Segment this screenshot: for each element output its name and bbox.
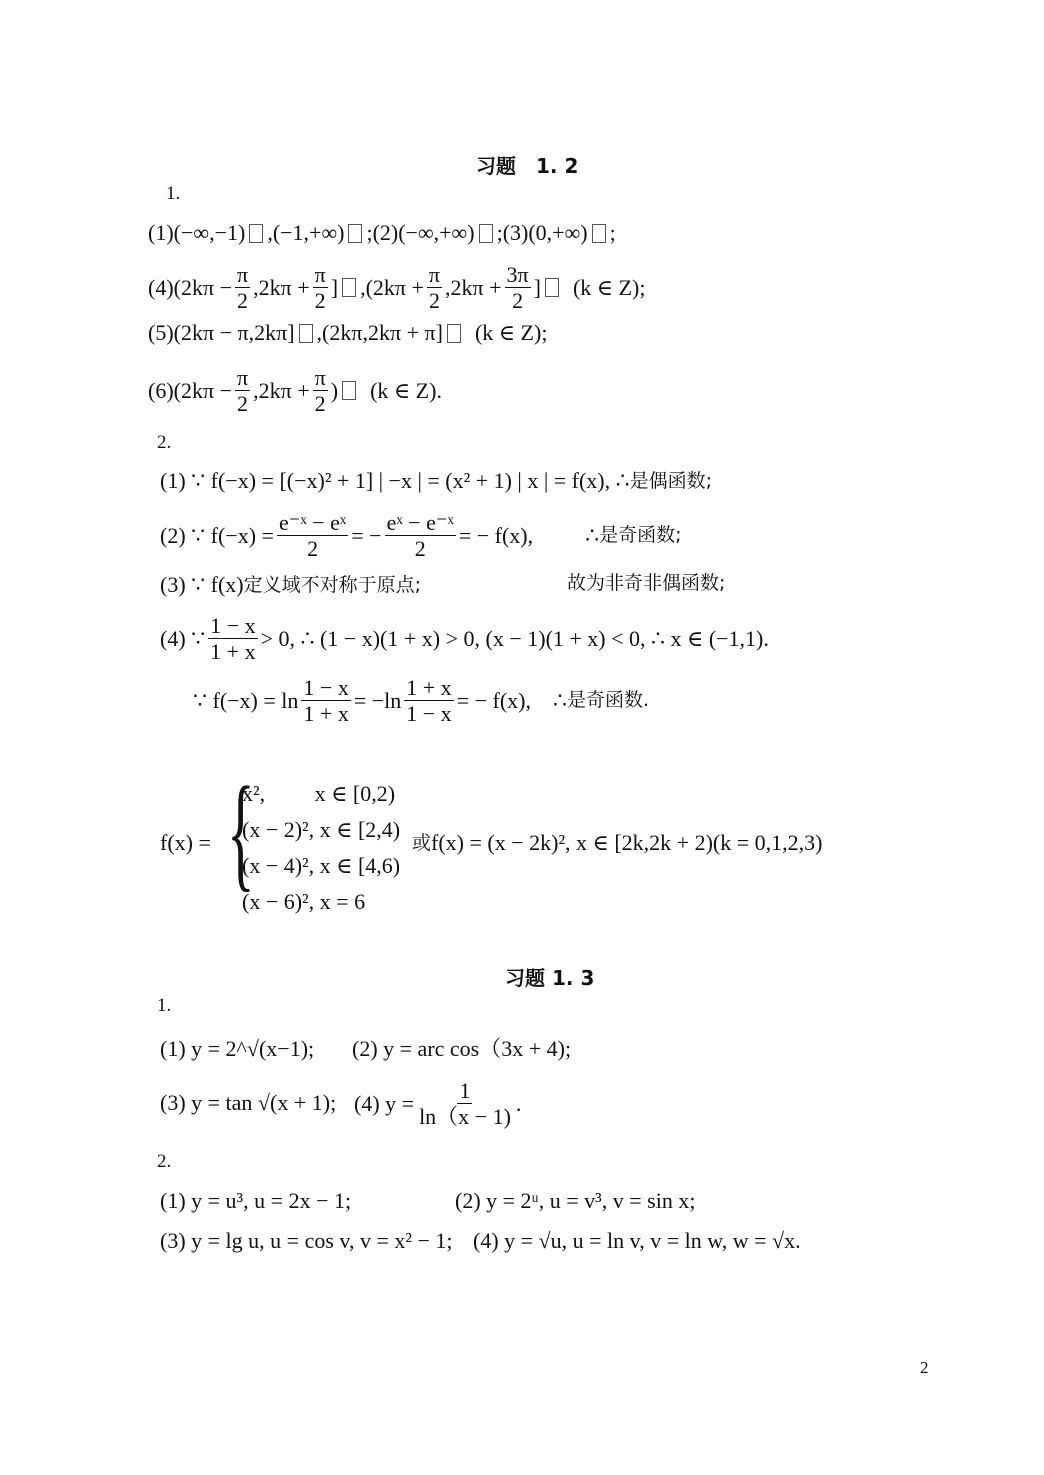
question-2-label-s13: 2. bbox=[157, 1151, 172, 1172]
question-2-label: 2. bbox=[157, 432, 172, 453]
decompose-2-2: (2) y = 2ᵘ, u = v³, v = sin x; bbox=[455, 1188, 696, 1213]
question-1-label-s13: 1. bbox=[157, 995, 172, 1016]
missing-glyph-box bbox=[545, 278, 559, 297]
composite-1-3: (3) y = tan √(x + 1); bbox=[160, 1090, 337, 1115]
composite-1-4: (4) y = $\frac{1}{\ln(x - 1)}$ . bbox=[354, 1078, 522, 1130]
answer-1-6: (6)(2kπ − $\frac{\pi}{2}$ ,2kπ + $\frac{\pi}{2}$ ) (k ∈ Z). bbox=[148, 365, 442, 417]
missing-glyph-box bbox=[447, 324, 461, 343]
missing-glyph-box bbox=[342, 278, 356, 297]
piecewise-alternative: 或 f(x) = (x − 2k)², x ∈ [2k,2k + 2)(k = 0,1,2,3) bbox=[412, 830, 823, 855]
piecewise-lhs: f(x) = bbox=[160, 830, 211, 855]
answer-2-2: (2) ∵ f(−x) = $\frac{\text{e⁻ˣ − eˣ}}{2}$ = − $\frac{\text{eˣ − e⁻ˣ}}{2}$ = − f(x), ∴ 是奇函数; bbox=[160, 510, 682, 562]
page-number: 2 bbox=[920, 1358, 929, 1377]
decompose-2-1: (1) y = u³, u = 2x − 1; bbox=[160, 1188, 352, 1213]
composite-1-1: (1) y = 2^√(x−1); bbox=[160, 1036, 315, 1061]
answer-2-1: (1) ∵ f(−x) = [(−x)² + 1] | −x | = (x² + 1) | x | = f(x), ∴ 是偶函数; bbox=[160, 468, 713, 493]
missing-glyph-box bbox=[342, 381, 356, 400]
missing-glyph-box bbox=[348, 224, 362, 243]
answer-1-5: (5)(2kπ − π,2kπ] ,(2kπ,2kπ + π] (k ∈ Z); bbox=[148, 320, 548, 345]
answer-2-3-conclusion: 故为非奇非偶函数; bbox=[567, 572, 726, 594]
answer-2-4-condition: (4) ∵ $\frac{1 - x}{1 + x}$ > 0, ∴ (1 − x)(1 + x) > 0, (x − 1)(1 + x) < 0, ∴ x ∈ (−1,1). bbox=[160, 613, 769, 665]
answer-2-3: (3) ∵ f(x) 定义域不对称于原点; bbox=[160, 572, 422, 597]
section-title-1-2: 习题 1. 2 bbox=[476, 154, 579, 178]
composite-1-2: (2) y = arc cos（3x + 4); bbox=[352, 1036, 572, 1061]
decompose-2-3: (3) y = lg u, u = cos v, v = x² − 1; bbox=[160, 1228, 453, 1253]
piecewise-cases: x², x ∈ [0,2) (x − 2)², x ∈ [2,4) (x − 4)², x ∈ [4,6) (x − 6)², x = 6 bbox=[242, 781, 401, 914]
left-brace: { bbox=[227, 761, 255, 903]
decompose-2-4: (4) y = √u, u = ln v, v = ln w, w = √x. bbox=[473, 1228, 801, 1253]
missing-glyph-box bbox=[592, 224, 606, 243]
missing-glyph-box bbox=[479, 224, 493, 243]
section-title-1-3: 习题 1. 3 bbox=[505, 966, 595, 990]
question-1-label: 1. bbox=[166, 183, 181, 204]
answer-1-4: (4)(2kπ − $\frac{\pi}{2}$ ,2kπ + $\frac{\pi}{2}$ ] ,(2kπ + $\frac{\pi}{2}$ ,2kπ + $\frac{3\pi}{2}$ ] (k ∈ Z); bbox=[148, 262, 646, 314]
missing-glyph-box bbox=[299, 324, 313, 343]
answer-2-4-conclusion: ∵ f(−x) = ln $\frac{1 - x}{1 + x}$ = −ln $\frac{1 + x}{1 - x}$ = − f(x), ∴ 是奇函数. bbox=[193, 675, 650, 727]
missing-glyph-box bbox=[249, 224, 263, 243]
answer-1-1: (1)(−∞,−1) ,(−1,+∞) ;(2)(−∞,+∞) ;(3)(0,+∞) ; bbox=[148, 220, 616, 245]
